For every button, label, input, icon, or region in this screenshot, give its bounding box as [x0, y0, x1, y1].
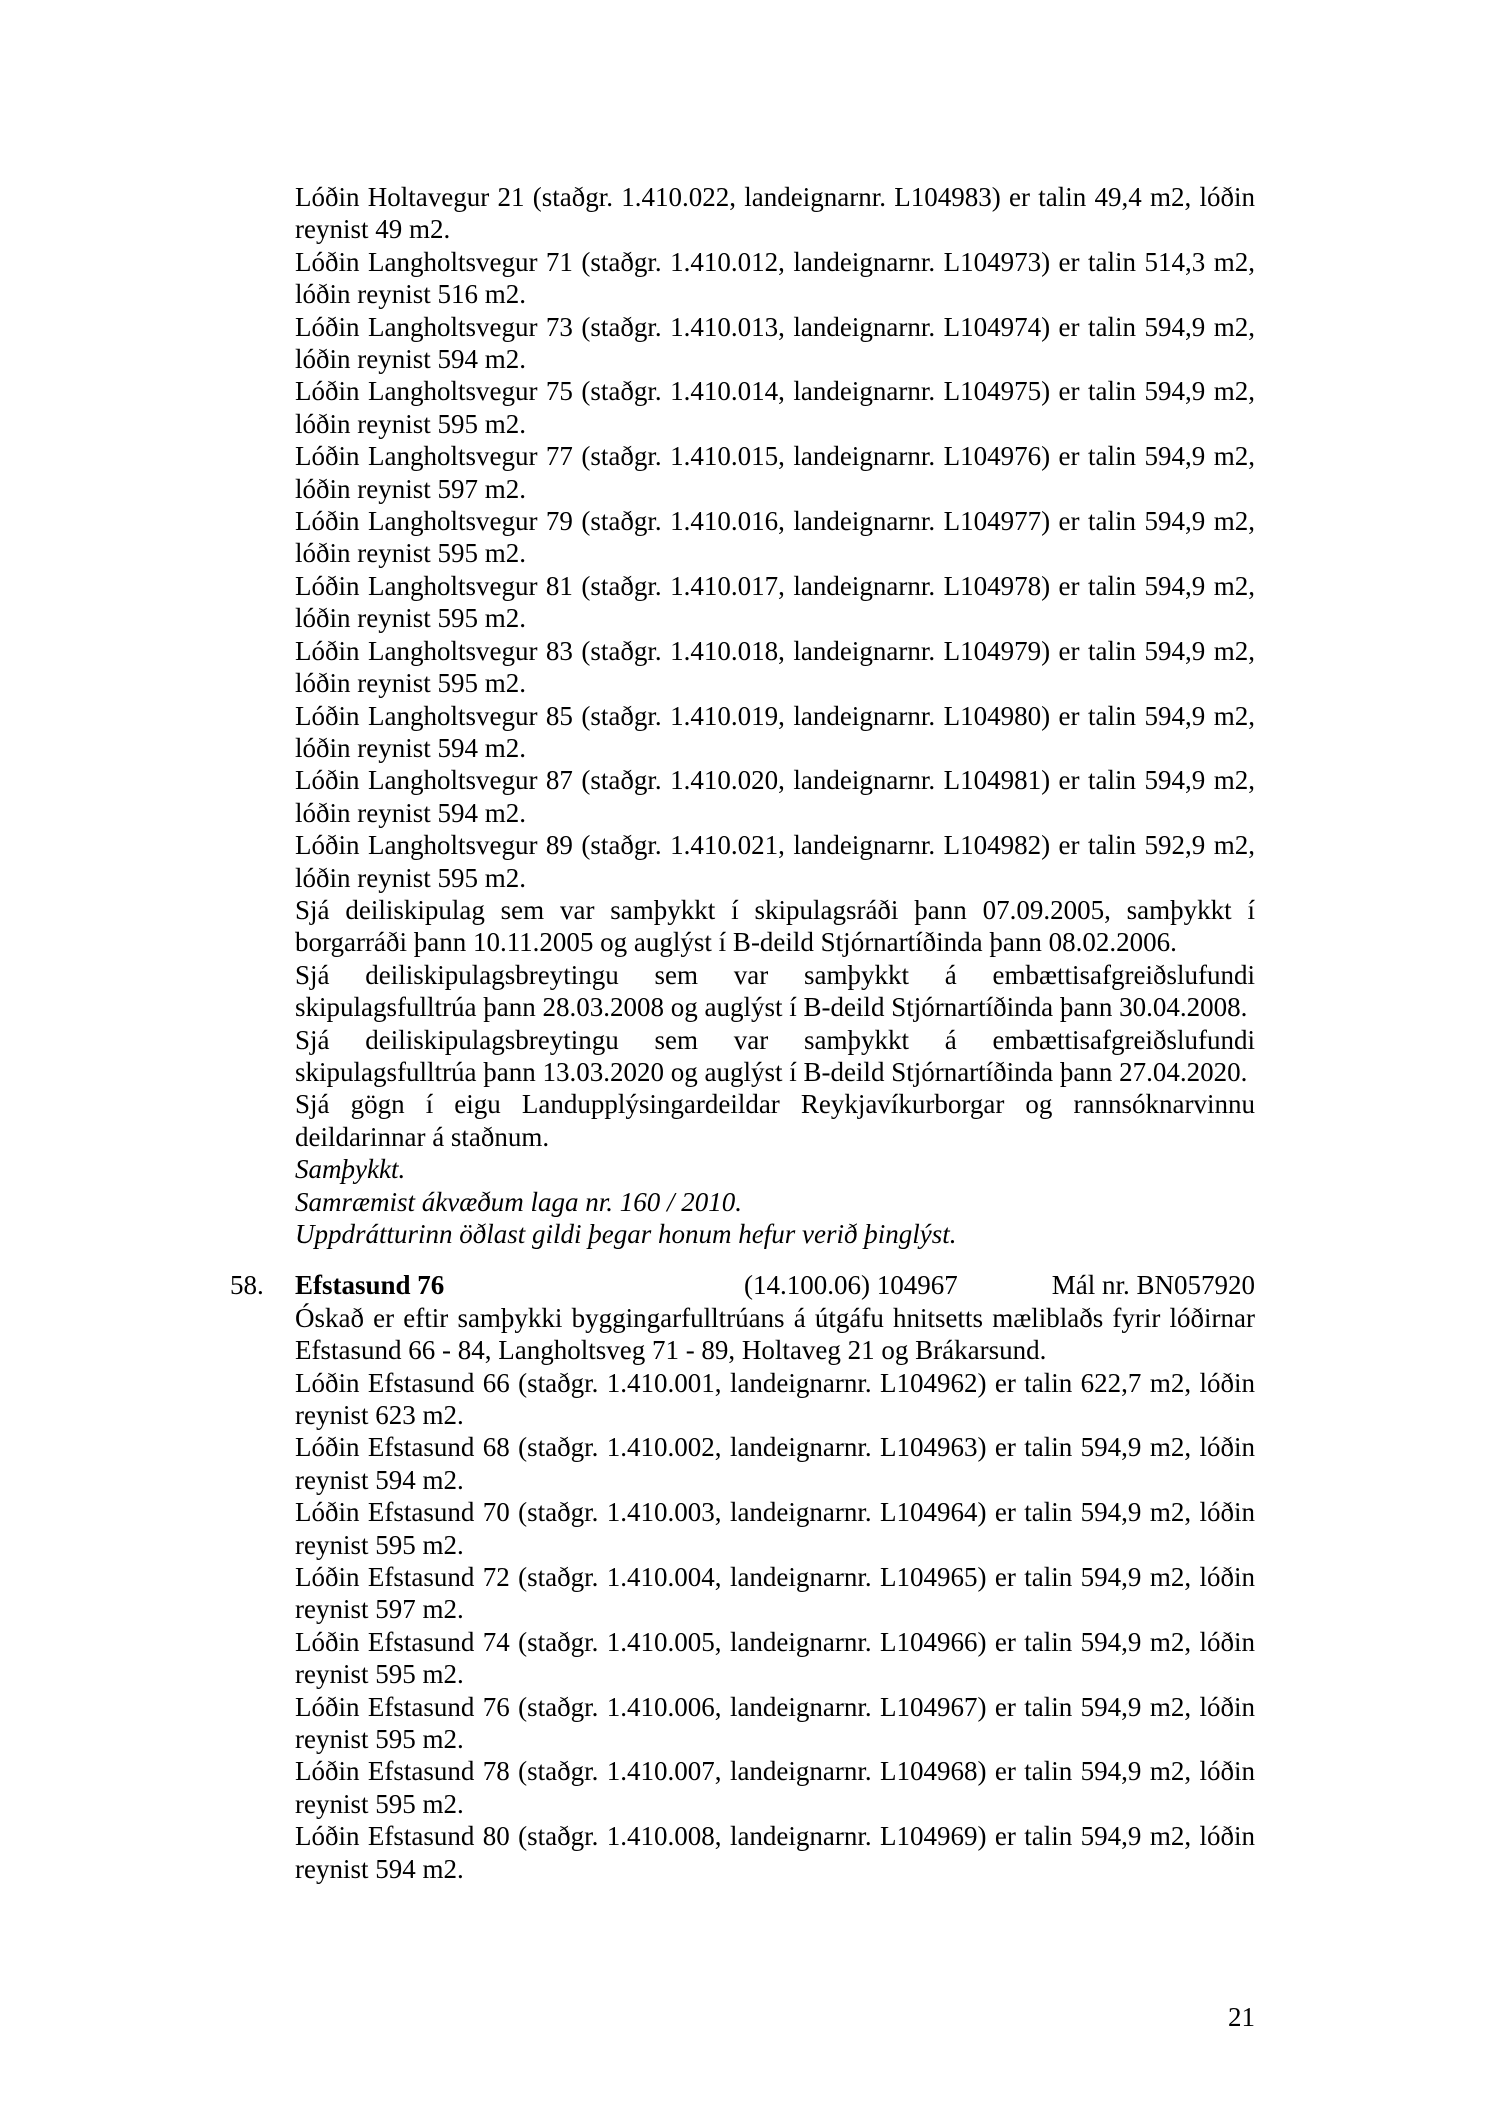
- agenda-item-header: [230, 1269, 1255, 1301]
- paragraph: Sjá gögn í eigu Landupplýsingardeildar Reykjavíkurborgar og rannsóknarvinnu deildarinnar á staðnum.: [295, 1089, 1255, 1152]
- paragraph: Uppdrátturinn öðlast gildi þegar honum hefur verið þinglýst.: [295, 1219, 957, 1249]
- paragraph: Lóðin Langholtsvegur 71 (staðgr. 1.410.012, landeignarnr. L104973) er talin 514,3 m2, lóðin reynist 516 m2.: [295, 246, 1255, 310]
- paragraph: Samþykkt.: [295, 1154, 406, 1185]
- paragraph: Lóðin Langholtsvegur 75 (staðgr. 1.410.014, landeignarnr. L104975) er talin 594,9 m2, lóðin reynist 595 m2.: [295, 376, 1255, 439]
- paragraph: Lóðin Langholtsvegur 89 (staðgr. 1.410.021, landeignarnr. L104982) er talin 592,9 m2, lóðin reynist 595 m2.: [295, 830, 1255, 893]
- paragraph: Lóðin Langholtsvegur 81 (staðgr. 1.410.017, landeignarnr. L104978) er talin 594,9 m2, lóðin reynist 595 m2.: [295, 570, 1255, 634]
- item-reference: (14.100.06) 104967: [744, 1270, 958, 1301]
- paragraph: Sjá deiliskipulag sem var samþykkt í skipulagsráði þann 07.09.2005, samþykkt í borgarráði þann 10.11.2005 og auglýst í B-deild Stjórnartíðinda þann 08.02.2006.: [295, 894, 1255, 958]
- agenda-item-paragraphs: [230, 1302, 1255, 1885]
- page-number: 21: [1228, 2002, 1255, 2032]
- paragraph: Lóðin Holtavegur 21 (staðgr. 1.410.022, landeignarnr. L104983) er talin 49,4 m2, lóðin reynist 49 m2.: [295, 182, 1255, 245]
- paragraph: Sjá deiliskipulagsbreytingu sem var samþykkt á embættisafgreiðslufundi skipulagsfulltrúa þann 28.03.2008 og auglýst í B-deild Stjórnartíðinda þann 30.04.2008.: [295, 959, 1255, 1023]
- paragraph: Lóðin Langholtsvegur 87 (staðgr. 1.410.020, landeignarnr. L104981) er talin 594,9 m2, lóðin reynist 594 m2.: [295, 765, 1255, 828]
- paragraph: Lóðin Efstasund 76 (staðgr. 1.410.006, landeignarnr. L104967) er talin 594,9 m2, lóðin reynist 595 m2.: [295, 1691, 1255, 1755]
- paragraph: Lóðin Efstasund 66 (staðgr. 1.410.001, landeignarnr. L104962) er talin 622,7 m2, lóðin reynist 623 m2.: [295, 1367, 1255, 1431]
- paragraph: Lóðin Langholtsvegur 85 (staðgr. 1.410.019, landeignarnr. L104980) er talin 594,9 m2, lóðin reynist 594 m2.: [295, 700, 1255, 763]
- paragraph: Sjá deiliskipulagsbreytingu sem var samþykkt á embættisafgreiðslufundi skipulagsfulltrúa þann 13.03.2020 og auglýst í B-deild Stjórnartíðinda þann 27.04.2020.: [295, 1024, 1255, 1087]
- paragraph: Lóðin Efstasund 70 (staðgr. 1.410.003, landeignarnr. L104964) er talin 594,9 m2, lóðin reynist 595 m2.: [295, 1497, 1255, 1560]
- paragraph: Lóðin Langholtsvegur 79 (staðgr. 1.410.016, landeignarnr. L104977) er talin 594,9 m2, lóðin reynist 595 m2.: [295, 506, 1255, 569]
- item-title: Efstasund 76: [295, 1270, 445, 1301]
- text-body: [230, 181, 1255, 1885]
- paragraph: Lóðin Efstasund 74 (staðgr. 1.410.005, landeignarnr. L104966) er talin 594,9 m2, lóðin reynist 595 m2.: [295, 1626, 1255, 1690]
- item-number: 58.: [230, 1270, 264, 1301]
- paragraph: Lóðin Efstasund 78 (staðgr. 1.410.007, landeignarnr. L104968) er talin 594,9 m2, lóðin reynist 595 m2.: [295, 1756, 1255, 1819]
- paragraph: Lóðin Efstasund 80 (staðgr. 1.410.008, landeignarnr. L104969) er talin 594,9 m2, lóðin reynist 594 m2.: [295, 1821, 1255, 1884]
- paragraph: Lóðin Langholtsvegur 73 (staðgr. 1.410.013, landeignarnr. L104974) er talin 594,9 m2, lóðin reynist 594 m2.: [295, 311, 1255, 375]
- paragraph: Lóðin Efstasund 68 (staðgr. 1.410.002, landeignarnr. L104963) er talin 594,9 m2, lóðin reynist 594 m2.: [295, 1432, 1255, 1495]
- item-case-number: Mál nr. BN057920: [1051, 1270, 1255, 1301]
- paragraph: Lóðin Efstasund 72 (staðgr. 1.410.004, landeignarnr. L104965) er talin 594,9 m2, lóðin reynist 597 m2.: [295, 1562, 1255, 1625]
- paragraph: Óskað er eftir samþykki byggingarfulltrúans á útgáfu hnitsetts mæliblaðs fyrir lóðirnar Efstasund 66 - 84, Langholtsveg 71 - 89, Holtaveg 21 og Brákarsund.: [295, 1302, 1255, 1366]
- paragraph: Samræmist ákvæðum laga nr. 160 / 2010.: [295, 1186, 743, 1217]
- continuation-item-paragraphs: [230, 181, 1255, 1250]
- paragraph: Lóðin Langholtsvegur 77 (staðgr. 1.410.015, landeignarnr. L104976) er talin 594,9 m2, lóðin reynist 597 m2.: [295, 441, 1255, 504]
- paragraph: Lóðin Langholtsvegur 83 (staðgr. 1.410.018, landeignarnr. L104979) er talin 594,9 m2, lóðin reynist 595 m2.: [295, 635, 1255, 699]
